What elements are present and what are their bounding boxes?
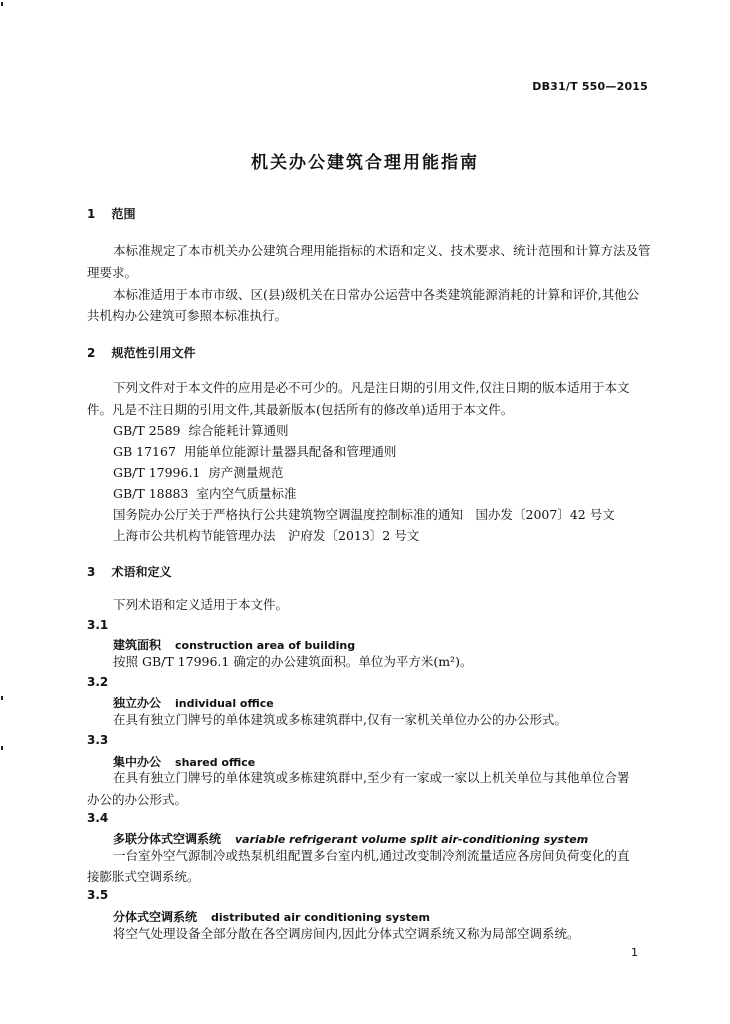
section-number: 1 <box>87 207 96 221</box>
scan-mark <box>1 2 3 6</box>
reference-item <box>113 465 283 481</box>
paragraph-line: 下列术语和定义适用于本文件。 <box>113 597 289 612</box>
term-heading <box>113 751 255 770</box>
term-en: individual office <box>175 697 274 710</box>
term-cn: 建筑面积 <box>113 638 162 652</box>
reference-name: 国务院办公厅关于严格执行公共建筑物空调温度控制标准的通知 国办发〔2007〕42 号文 <box>113 507 615 522</box>
term-definition: 办公的办公形式。 <box>87 792 188 807</box>
paragraph-line: 理要求。 <box>87 265 138 280</box>
standard-number: DB31/T 550—2015 <box>532 80 648 93</box>
term-number: 3.3 <box>87 733 109 747</box>
term-number: 3.4 <box>87 811 109 825</box>
reference-code: GB/T 18883 <box>113 486 189 501</box>
term-cn: 独立办公 <box>113 696 162 710</box>
section-number: 2 <box>87 346 96 360</box>
term-cn: 分体式空调系统 <box>113 910 198 924</box>
term-heading <box>113 692 274 711</box>
section-heading <box>87 344 196 361</box>
paragraph-line: 本标准适用于本市市级、区(县)级机关在日常办公运营中各类建筑能源消耗的计算和评价,其他公 <box>113 287 640 302</box>
document-title: 机关办公建筑合理用能指南 <box>251 153 479 173</box>
reference-name: 综合能耗计算通则 <box>188 423 289 438</box>
term-definition: 一台室外空气源制冷或热泵机组配置多台室内机,通过改变制冷剂流量适应各房间负荷变化的直 <box>113 848 630 863</box>
section-title: 术语和定义 <box>111 565 172 579</box>
term-en: distributed air conditioning system <box>211 911 430 924</box>
term-definition: 按照 GB/T 17996.1 确定的办公建筑面积。单位为平方米(m²)。 <box>113 654 473 669</box>
section-title: 规范性引用文件 <box>111 346 196 360</box>
scan-mark <box>1 696 3 700</box>
paragraph-line: 件。凡是不注日期的引用文件,其最新版本(包括所有的修改单)适用于本文件。 <box>87 402 514 417</box>
term-number: 3.5 <box>87 888 109 902</box>
reference-name: 上海市公共机构节能管理办法 沪府发〔2013〕2 号文 <box>113 528 420 543</box>
term-definition: 在具有独立门牌号的单体建筑或多栋建筑群中,至少有一家或一家以上机关单位与其他单位合署 <box>113 770 630 785</box>
term-definition: 在具有独立门牌号的单体建筑或多栋建筑群中,仅有一家机关单位办公的办公形式。 <box>113 712 567 727</box>
term-en: variable refrigerant volume split air-conditioning system <box>235 833 589 846</box>
section-heading <box>87 205 136 222</box>
term-en: construction area of building <box>175 639 356 652</box>
section-title: 范围 <box>111 207 136 221</box>
reference-item <box>113 486 296 502</box>
section-number: 3 <box>87 565 96 579</box>
reference-item <box>113 423 289 439</box>
reference-code: GB/T 2589 <box>113 423 181 438</box>
section-heading <box>87 563 172 580</box>
paragraph-line: 共机构办公建筑可参照本标准执行。 <box>87 308 288 323</box>
reference-name: 房产测量规范 <box>208 465 284 480</box>
term-number: 3.1 <box>87 618 109 632</box>
scan-mark <box>1 746 3 750</box>
reference-item <box>113 507 615 523</box>
reference-name: 用能单位能源计量器具配备和管理通则 <box>183 444 397 459</box>
reference-code: GB/T 17996.1 <box>113 465 201 480</box>
reference-name: 室内空气质量标准 <box>196 486 297 501</box>
term-en: shared office <box>175 756 256 769</box>
page-number: 1 <box>631 946 639 959</box>
term-heading <box>113 634 355 653</box>
term-heading <box>113 828 588 847</box>
term-heading <box>113 906 430 925</box>
term-definition: 接膨胀式空调系统。 <box>87 869 200 884</box>
term-number: 3.2 <box>87 675 109 689</box>
reference-item <box>113 444 396 460</box>
term-cn: 多联分体式空调系统 <box>113 832 222 846</box>
term-definition: 将空气处理设备全部分散在各空调房间内,因此分体式空调系统又称为局部空调系统。 <box>113 926 580 941</box>
reference-code: GB 17167 <box>113 444 176 459</box>
term-cn: 集中办公 <box>113 755 162 769</box>
paragraph-line: 下列文件对于本文件的应用是必不可少的。凡是注日期的引用文件,仅注日期的版本适用于本文 <box>113 380 630 395</box>
paragraph-line: 本标准规定了本市机关办公建筑合理用能指标的术语和定义、技术要求、统计范围和计算方法及管 <box>113 243 651 258</box>
reference-item <box>113 528 419 544</box>
